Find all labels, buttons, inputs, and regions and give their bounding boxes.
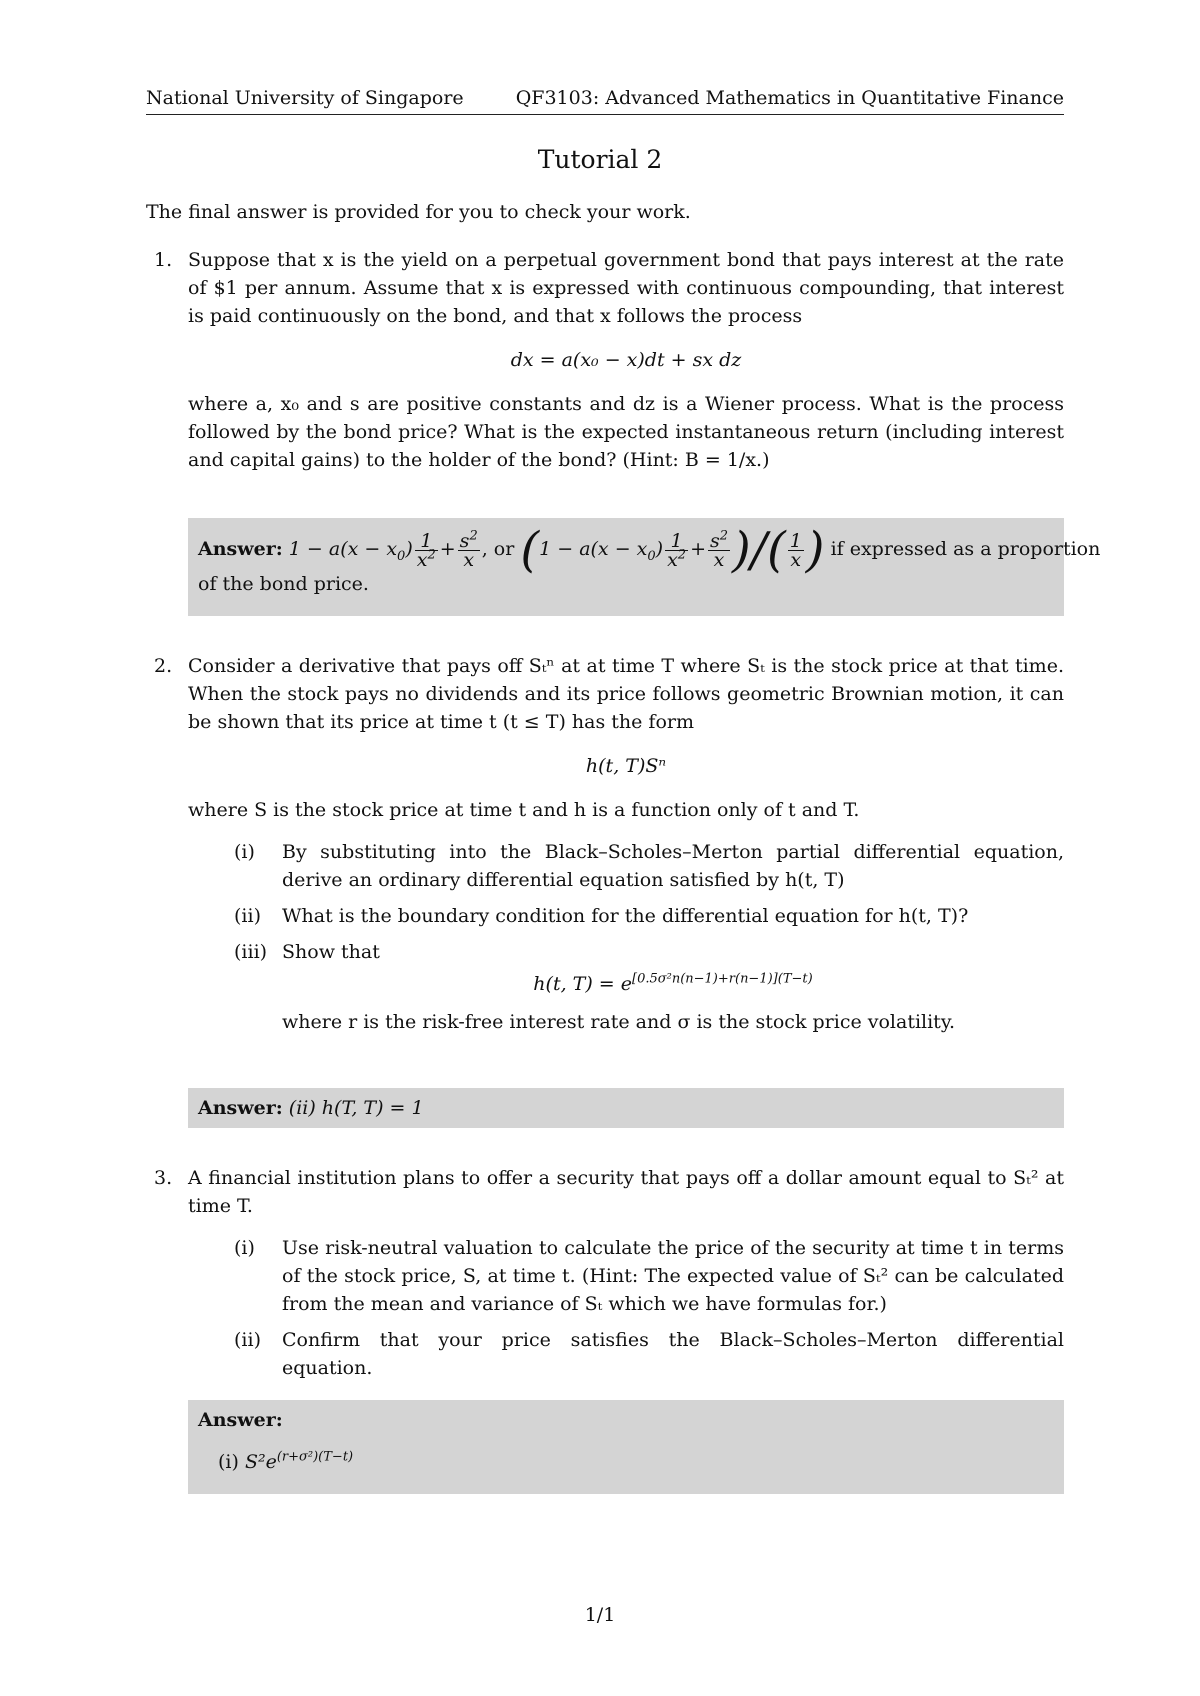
question-2 [146, 652, 1064, 1036]
subpart-text: What is the boundary condition for the differential equation for h(t, T)? [282, 905, 969, 927]
question-number: 2. [154, 655, 173, 677]
question-1-text-b: where a, x₀ and s are positive constants and dz is a Wiener process. What is the process followed by the bond price? What is the expected instantaneous return (including interest and capital gains) to the holder of the bond? (Hint: B = 1/x.) [188, 393, 1064, 471]
question-number: 1. [154, 249, 173, 271]
expression-exponent: (r+σ²)(T−t) [276, 1449, 354, 1465]
question-number: 3. [154, 1167, 173, 1189]
answer-box-3 [188, 1400, 1064, 1494]
question-1 [146, 246, 1064, 474]
answer-3-expression [245, 1451, 353, 1473]
answer-1-proportion-expression: ($1 - a(x - x_0)$ $\frac{1}{x^2}$ + $\frac{s^2}{x}$ )/( $\frac{1}{x}$ ) [520, 522, 825, 578]
question-3 [146, 1164, 1064, 1382]
question-3-text: A financial institution plans to offer a security that pays off a dollar amount equal to Sₜ² at time T. [188, 1167, 1064, 1217]
subpart-text: Confirm that your price satisfies the Black–Scholes–Merton differential equation. [282, 1329, 1064, 1379]
question-2-text: Consider a derivative that pays off Sₜⁿ at at time T where Sₜ is the stock price at that time. When the stock pays no dividends and its price follows geometric Brownian motion, it can be shown that its price at time t (t ≤ T) has the form [188, 655, 1064, 733]
answer-label: Answer: [198, 1409, 283, 1431]
subpart-label: (i) [234, 841, 255, 863]
subpart-label: (iii) [234, 941, 268, 963]
subpart-text: By substituting into the Black–Scholes–Merton partial differential equation, derive an ordinary differential equation satisfied by h(t, T) [282, 841, 1064, 891]
page-number: 1/1 [584, 1604, 616, 1626]
question-1-text: Suppose that x is the yield on a perpetual government bond that pays interest at the rate of $1 per annum. Assume that x is expressed with continuous compounding, that interest is paid continuously on the bond, and that x follows the process [188, 249, 1064, 327]
subpart-i [234, 1234, 1064, 1318]
subpart-iii [234, 938, 1064, 1036]
answer-2-text: (ii) h(T, T) = 1 [288, 1097, 424, 1119]
question-1-equation: dx = a(x₀ − x)dt + sx dz [510, 349, 742, 371]
equation-base: h(t, T) = e [533, 973, 632, 995]
subpart-i [234, 838, 1064, 894]
subpart-text: Use risk-neutral valuation to calculate the price of the security at time t in terms of the stock price, S, at time t. (Hint: The expected value of Sₜ² can be calculated from the mean and variance of Sₜ which we have formulas for.) [282, 1237, 1064, 1315]
subpart-ii [234, 902, 1064, 930]
page-title: Tutorial 2 [537, 145, 663, 174]
answer-1-tail2: of the bond price. [198, 573, 369, 595]
answer-1-tail: if expressed as a proportion [830, 538, 1101, 560]
subpart-ii [234, 1326, 1064, 1382]
subpart-label: (ii) [234, 1329, 261, 1351]
subpart-text: Show that [282, 941, 380, 963]
answer-3-label: (i) [218, 1451, 239, 1473]
question-2-equation: h(t, T)Sⁿ [585, 755, 667, 777]
answer-box-1 [188, 518, 1101, 616]
header-course: QF3103: Advanced Mathematics in Quantitative Finance [515, 87, 1064, 109]
expression-base: S²e [244, 1451, 277, 1473]
answer-label: Answer: [198, 538, 283, 560]
subpart-iii-tail: where r is the risk-free interest rate and σ is the stock price volatility. [282, 1011, 956, 1033]
equation-exponent: [0.5σ²n(n−1)+r(n−1)](T−t) [632, 971, 813, 987]
subpart-label: (ii) [234, 905, 261, 927]
subpart-label: (i) [234, 1237, 255, 1259]
answer-label: Answer: [198, 1097, 283, 1119]
answer-box-2 [188, 1088, 1064, 1128]
intro-text: The final answer is provided for you to check your work. [146, 201, 691, 223]
page-header [146, 84, 1064, 115]
answer-1-expression: $1 - a(x - x_0)$ $\frac{1}{x^2}$ + $\frac{s^2}{x}$ [288, 528, 478, 571]
subpart-iii-equation [282, 970, 1064, 998]
header-institution: National University of Singapore [146, 87, 464, 109]
question-2-text-b: where S is the stock price at time t and h is a function only of t and T. [188, 799, 860, 821]
answer-or: , or [481, 538, 515, 560]
